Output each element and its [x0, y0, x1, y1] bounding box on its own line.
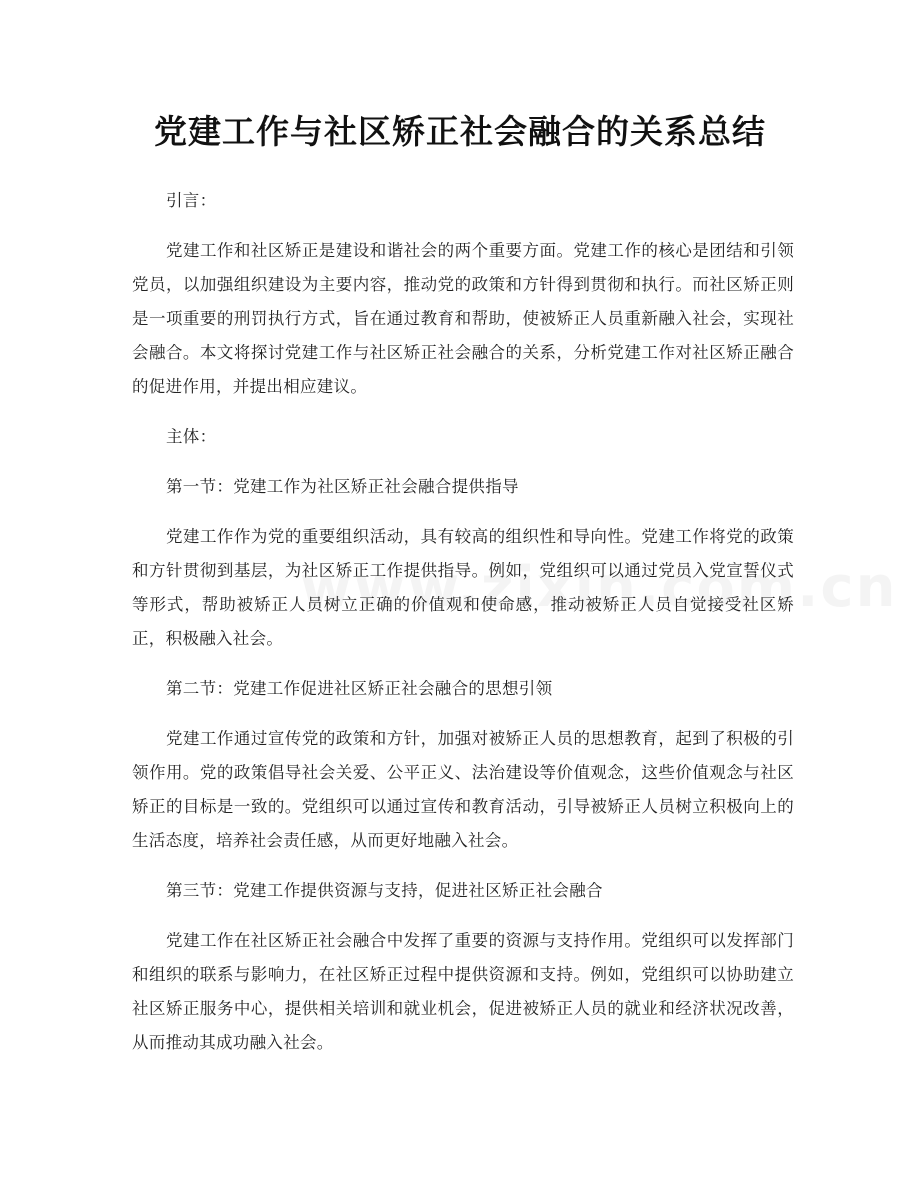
paragraph-intro: 党建工作和社区矫正是建设和谐社会的两个重要方面。党建工作的核心是团结和引领党员，以加强组织建设为主要内容，推动党的政策和方针得到贯彻和执行。而社区矫正则是一项重要的刑罚执行方式，旨在通过教育和帮助，使被矫正人员重新融入社会，实现社会融合。本文将探讨党建工作与社区矫正社会融合的关系，分析党建工作对社区矫正融合的促进作用，并提出相应建议。 [132, 241, 794, 396]
section-3-body: 党建工作在社区矫正社会融合中发挥了重要的资源与支持作用。党组织可以发挥部门和组织的联系与影响力，在社区矫正过程中提供资源和支持。例如，党组织可以协助建立社区矫正服务中心，提供相关培训和就业机会，促进被矫正人员的就业和经济状况改善，从而推动其成功融入社会。 [132, 931, 794, 1052]
section-1-heading: 第一节：党建工作为社区矫正社会融合提供指导 [166, 477, 519, 496]
section-2-body: 党建工作通过宣传党的政策和方针，加强对被矫正人员的思想教育，起到了积极的引领作用。党的政策倡导社会关爱、公平正义、法治建设等价值观念，这些价值观念与社区矫正的目标是一致的。党组织可以通过宣传和教育活动，引导被矫正人员树立积极向上的生活态度，培养社会责任感，从而更好地融入社会。 [132, 729, 794, 850]
section-1-body: 党建工作作为党的重要组织活动，具有较高的组织性和导向性。党建工作将党的政策和方针贯彻到基层，为社区矫正工作提供指导。例如，党组织可以通过党员入党宣誓仪式等形式，帮助被矫正人员树立正确的价值观和使命感，推动被矫正人员自觉接受社区矫正，积极融入社会。 [132, 527, 794, 648]
document-title: 党建工作与社区矫正社会融合的关系总结 [154, 112, 766, 151]
paragraph-intro-heading: 引言： [166, 191, 217, 210]
section-3-heading: 第三节：党建工作提供资源与支持，促进社区矫正社会融合 [166, 881, 603, 900]
paragraph-main-heading: 主体： [166, 427, 217, 446]
document-body [132, 184, 794, 1060]
section-2-heading: 第二节：党建工作促进社区矫正社会融合的思想引领 [166, 679, 553, 698]
